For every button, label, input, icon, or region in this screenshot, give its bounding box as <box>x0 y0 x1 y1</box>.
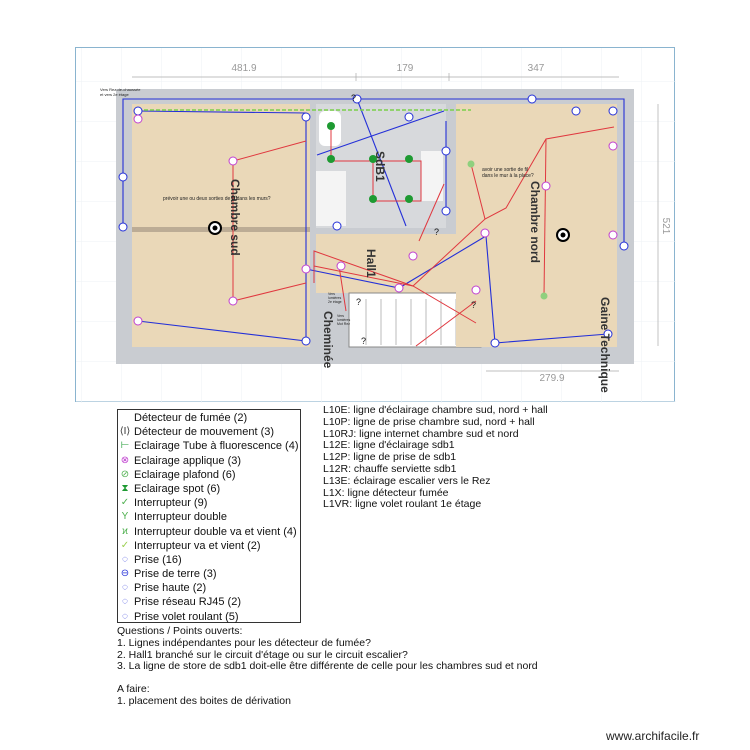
circuit-item: L10P: ligne de prise chambre sud, nord + hall <box>323 415 535 428</box>
room-label-chambre-nord: Chambre nord <box>528 181 542 264</box>
note-rez-1: Vers Rez-de-chaussée <box>100 87 141 92</box>
todo-list <box>117 684 291 708</box>
fluorescent-tube-icon: ⊢ <box>120 440 130 452</box>
socket-icon: ◌ <box>122 553 128 565</box>
legend-item <box>118 425 300 439</box>
questions-title: Questions / Points ouverts: <box>117 625 243 637</box>
legend-label: Eclairage spot (6) <box>134 482 221 495</box>
legend-item <box>118 567 300 581</box>
legend-label: Prise volet roulant (5) <box>134 610 239 623</box>
wall-light-icon: ⊗ <box>120 454 130 466</box>
question-mark: ? <box>356 297 362 307</box>
circuit-item: L10E: ligne d'éclairage chambre sud, nord + hall <box>323 404 548 416</box>
note-sud: prévoir une ou deux sorties de fil dans les murs? <box>163 196 271 202</box>
legend-label: Interrupteur va et vient (2) <box>134 539 261 552</box>
note-mot-1: Vers <box>337 314 345 318</box>
note-rez-2: et vers 2e étage <box>100 92 129 97</box>
double-two-way-switch-icon: ϰ <box>121 525 128 537</box>
watermark[interactable]: www.archifacile.fr <box>606 729 700 743</box>
floor-plan[interactable] <box>75 47 675 402</box>
circuit-list <box>323 405 548 511</box>
dimension-width-sud: 481.9 <box>231 63 257 74</box>
legend-item <box>118 525 300 539</box>
legend-item <box>118 496 300 510</box>
legend-label: Détecteur de mouvement (3) <box>134 426 275 439</box>
circuit-item: L1X: ligne détecteur fumée <box>323 486 449 499</box>
room-label-gaine-technique: Gaine Technique <box>598 297 612 393</box>
open-questions <box>117 626 538 673</box>
note-nord-1: avoir une sortie de fil <box>482 167 529 173</box>
legend-label: Prise de terre (3) <box>134 568 217 581</box>
legend-item <box>118 468 300 482</box>
note-etage-1: Vers <box>328 292 336 296</box>
dimension-width-nord: 347 <box>527 63 545 74</box>
legend-item <box>118 454 300 468</box>
question-mark: ? <box>351 93 357 103</box>
room-label-cheminee: Cheminée <box>321 311 335 369</box>
legend-item <box>118 595 300 609</box>
switch-icon: ✓ <box>120 497 130 509</box>
double-switch-icon: Y <box>121 511 129 523</box>
question-mark: ? <box>471 300 477 310</box>
room-label-chambre-sud: Chambre sud <box>228 179 242 256</box>
circuit-item: L13E: éclairage escalier vers le Rez <box>323 474 491 487</box>
room-label-sdb1: SdB1 <box>373 151 387 182</box>
legend-label: Prise (16) <box>134 553 182 566</box>
question-item: 2. Hall1 branché sur le circuit d'étage ou sur le circuit escalier? <box>117 648 408 661</box>
legend-label: Prise haute (2) <box>134 582 207 595</box>
question-item: 1. Lignes indépendantes pour les détecteur de fumée? <box>117 636 371 649</box>
legend-item <box>118 510 300 524</box>
dimension-height: 521 <box>660 217 671 235</box>
legend-label: Eclairage Tube à fluorescence (4) <box>134 440 299 453</box>
legend-item <box>118 439 300 453</box>
legend-item <box>118 411 300 425</box>
rj45-socket-icon: ◌ <box>122 596 128 608</box>
legend <box>117 409 301 623</box>
legend-item <box>118 581 300 595</box>
legend-item <box>118 553 300 567</box>
question-mark: ? <box>434 227 440 237</box>
note-etage-3: 2e étage <box>328 300 342 304</box>
floor-plan-drawing <box>76 48 676 403</box>
motion-detector-icon: ⟨I⟩ <box>119 426 131 438</box>
note-nord-2: dans le mur à la place? <box>482 173 534 179</box>
legend-label: Interrupteur double <box>134 511 227 524</box>
legend-label: Eclairage applique (3) <box>134 454 242 467</box>
high-socket-icon: ◌ <box>122 582 128 594</box>
circuit-item: L12E: ligne d'éclairage sdb1 <box>323 439 455 452</box>
todo-item: 1. placement des boites de dérivation <box>117 694 291 707</box>
todo-title: A faire: <box>117 683 150 695</box>
note-mot-2: lumières <box>337 318 351 322</box>
legend-label: Détecteur de fumée (2) <box>134 412 248 424</box>
dimension-width-sdb: 179 <box>396 63 414 74</box>
legend-item <box>118 610 300 624</box>
note-etage-2: lumières <box>328 296 342 300</box>
spot-light-icon: ⧗ <box>121 482 129 494</box>
question-mark: ? <box>361 336 367 346</box>
question-item: 3. La ligne de store de sdb1 doit-elle être différente de celle pour les chambres sud et nord <box>117 660 538 673</box>
circuit-item: L12R: chauffe serviette sdb1 <box>323 462 457 475</box>
legend-label: Interrupteur (9) <box>134 497 208 510</box>
earth-socket-icon: ⊖ <box>120 568 130 580</box>
two-way-switch-icon: ✓ <box>120 539 130 551</box>
legend-label: Prise réseau RJ45 (2) <box>134 596 241 609</box>
note-mot-3: Mot Rez <box>337 322 351 326</box>
circuit-item: L1VR: ligne volet roulant 1e étage <box>323 498 482 511</box>
circuit-item: L10RJ: ligne internet chambre sud et nord <box>323 427 519 440</box>
legend-label: Eclairage plafond (6) <box>134 468 236 481</box>
dimension-bottom: 279.9 <box>539 373 565 384</box>
shutter-socket-icon: ◌ <box>122 610 128 622</box>
room-label-hall1: Hall1 <box>364 249 378 278</box>
legend-item <box>118 482 300 496</box>
ceiling-light-icon: ⊘ <box>120 468 130 480</box>
circuit-item: L12P: ligne de prise de sdb1 <box>323 451 457 464</box>
legend-label: Interrupteur double va et vient (4) <box>134 525 297 538</box>
legend-item <box>118 539 300 553</box>
